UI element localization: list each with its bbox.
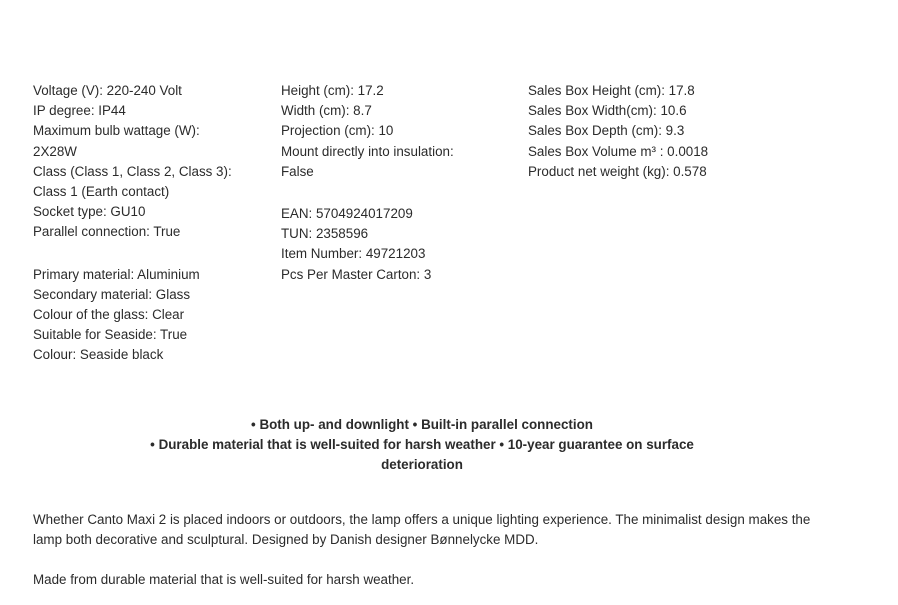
- spec-height: Height (cm): 17.2: [281, 83, 384, 98]
- spec-voltage: Voltage (V): 220-240 Volt: [33, 83, 182, 98]
- spec-primary-material: Primary material: Aluminium: [33, 266, 200, 282]
- spec-column-packaging: [528, 81, 828, 182]
- feature-line: • Durable material that is well-suited for harsh weather • 10-year guarantee on surface: [150, 437, 694, 453]
- spec-seaside: Suitable for Seaside: True: [33, 327, 188, 343]
- spec-max-wattage-label: Maximum bulb wattage (W):: [33, 123, 200, 139]
- spec-column-dimensions: [281, 81, 521, 285]
- feature-highlights: [0, 415, 844, 476]
- spec-column-electrical: [33, 81, 273, 365]
- spec-class-value: Class 1 (Earth contact): [33, 183, 170, 199]
- spec-ip-degree: IP degree: IP44: [33, 103, 126, 119]
- spec-insulation-value: False: [281, 163, 314, 179]
- spec-box-volume: Sales Box Volume m³ : 0.0018: [528, 143, 709, 159]
- spec-glass-colour: Colour of the glass: Clear: [33, 306, 185, 322]
- spec-class-label: Class (Class 1, Class 2, Class 3):: [33, 163, 232, 179]
- spec-insulation-label: Mount directly into insulation:: [281, 143, 454, 159]
- spec-width: Width (cm): 8.7: [281, 103, 372, 119]
- description-paragraph: Made from durable material that is well-suited for harsh weather.: [33, 572, 415, 587]
- spec-socket-type: Socket type: GU10: [33, 204, 146, 220]
- description-paragraph: Whether Canto Maxi 2 is placed indoors or outdoors, the lamp offers a unique lighting experience. The minimalist design makes the lamp both decorative and sculptural. Designed by Danish designer Bønnelycke MDD.: [33, 512, 811, 547]
- spec-pcs-per-carton: Pcs Per Master Carton: 3: [281, 266, 432, 282]
- feature-line: deterioration: [381, 457, 463, 473]
- spec-box-height: Sales Box Height (cm): 17.8: [528, 83, 695, 98]
- spec-max-wattage-value: 2X28W: [33, 143, 77, 159]
- spec-secondary-material: Secondary material: Glass: [33, 286, 191, 302]
- spec-tun: TUN: 2358596: [281, 226, 369, 242]
- spec-colour: Colour: Seaside black: [33, 347, 164, 363]
- spec-ean: EAN: 5704924017209: [281, 205, 413, 221]
- spec-projection: Projection (cm): 10: [281, 123, 394, 139]
- feature-line: • Both up- and downlight • Built-in parallel connection: [251, 417, 593, 432]
- spec-box-depth: Sales Box Depth (cm): 9.3: [528, 123, 685, 139]
- spec-parallel-connection: Parallel connection: True: [33, 224, 181, 240]
- spec-item-number: Item Number: 49721203: [281, 246, 426, 262]
- spec-box-width: Sales Box Width(cm): 10.6: [528, 103, 687, 119]
- spec-net-weight: Product net weight (kg): 0.578: [528, 163, 707, 179]
